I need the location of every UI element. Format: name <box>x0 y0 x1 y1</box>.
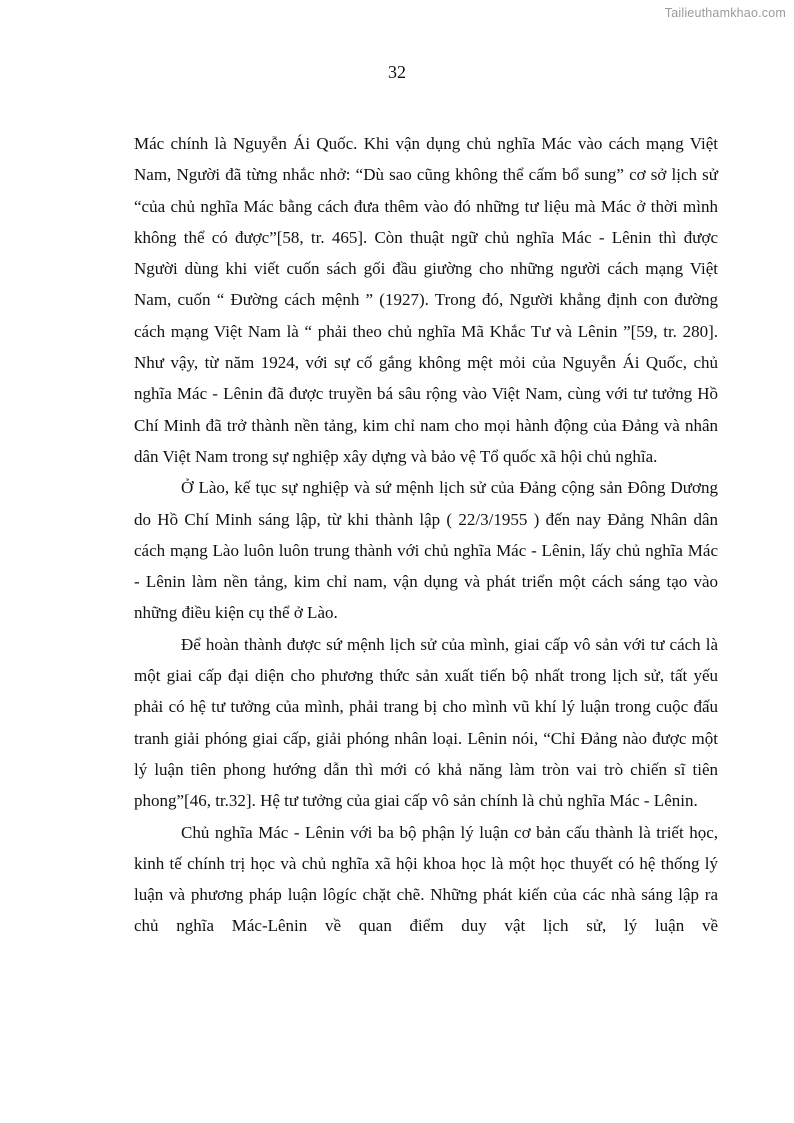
page-number: 32 <box>388 62 406 82</box>
paragraph-3: Để hoàn thành được sứ mệnh lịch sử của mình, giai cấp vô sản với tư cách là một giai cấp đại diện cho phương thức sản xuất tiến bộ nhất trong lịch sử, tất yếu phải có hệ tư tưởng của mình, phải trang bị cho mình vũ khí lý luận trong cuộc đấu tranh giải phóng giai cấp, giải phóng nhân loại. Lênin nói, “Chỉ Đảng nào được một lý luận tiên phong hướng dẫn thì mới có khả năng làm tròn vai trò chiến sĩ tiên phong”[46, tr.32]. Hệ tư tưởng của giai cấp vô sản chính là chủ nghĩa Mác - Lênin. <box>134 634 718 811</box>
watermark: Tailieuthamkhao.com <box>664 6 786 20</box>
paragraph-1: Mác chính là Nguyễn Ái Quốc. Khi vận dụng chủ nghĩa Mác vào cách mạng Việt Nam, Người đã từng nhắc nhở: “Dù sao cũng không thể cấm bổ sung” cơ sở lịch sử “của chủ nghĩa Mác bằng cách đưa thêm vào đó những tư liệu mà Mác ở thời mình không thể có được”[58, tr. 465]. Còn thuật ngữ chủ nghĩa Mác - Lênin thì được Người dùng khi viết cuốn sách gối đầu giường cho những người cách mạng Việt Nam, cuốn “ Đường cách mệnh ” (1927). Trong đó, Người khẳng định con đường cách mạng Việt Nam là “ phải theo chủ nghĩa Mã Khắc Tư và Lênin ”[59, tr. 280]. Như vậy, từ năm 1924, với sự cố gắng không mệt mỏi của Nguyễn Ái Quốc, chủ nghĩa Mác - Lênin đã được truyền bá sâu rộng vào Việt Nam, cùng với tư tưởng Hồ Chí Minh đã trở thành nền tảng, kim chỉ nam cho mọi hành động của Đảng và nhân dân Việt Nam trong sự nghiệp xây dựng và bảo vệ Tổ quốc xã hội chủ nghĩa. <box>134 134 718 466</box>
paragraph-4: Chủ nghĩa Mác - Lênin với ba bộ phận lý luận cơ bản cấu thành là triết học, kinh tế chính trị học và chủ nghĩa xã hội khoa học là một học thuyết có hệ thống lý luận và phương pháp luận lôgíc chặt chẽ. Những phát kiến của các nhà sáng lập ra chủ nghĩa Mác-Lênin về quan điểm duy vật lịch sử, lý luận về <box>134 822 718 936</box>
body-text <box>134 128 718 942</box>
paragraph-2: Ở Lào, kế tục sự nghiệp và sứ mệnh lịch sử của Đảng cộng sản Đông Dương do Hồ Chí Minh sáng lập, từ khi thành lập ( 22/3/1955 ) đến nay Đảng Nhân dân cách mạng Lào luôn luôn trung thành với chủ nghĩa Mác - Lênin, lấy chủ nghĩa Mác - Lênin làm nền tảng, kim chỉ nam, vận dụng và phát triển một cách sáng tạo vào những điều kiện cụ thể ở Lào. <box>134 478 718 623</box>
